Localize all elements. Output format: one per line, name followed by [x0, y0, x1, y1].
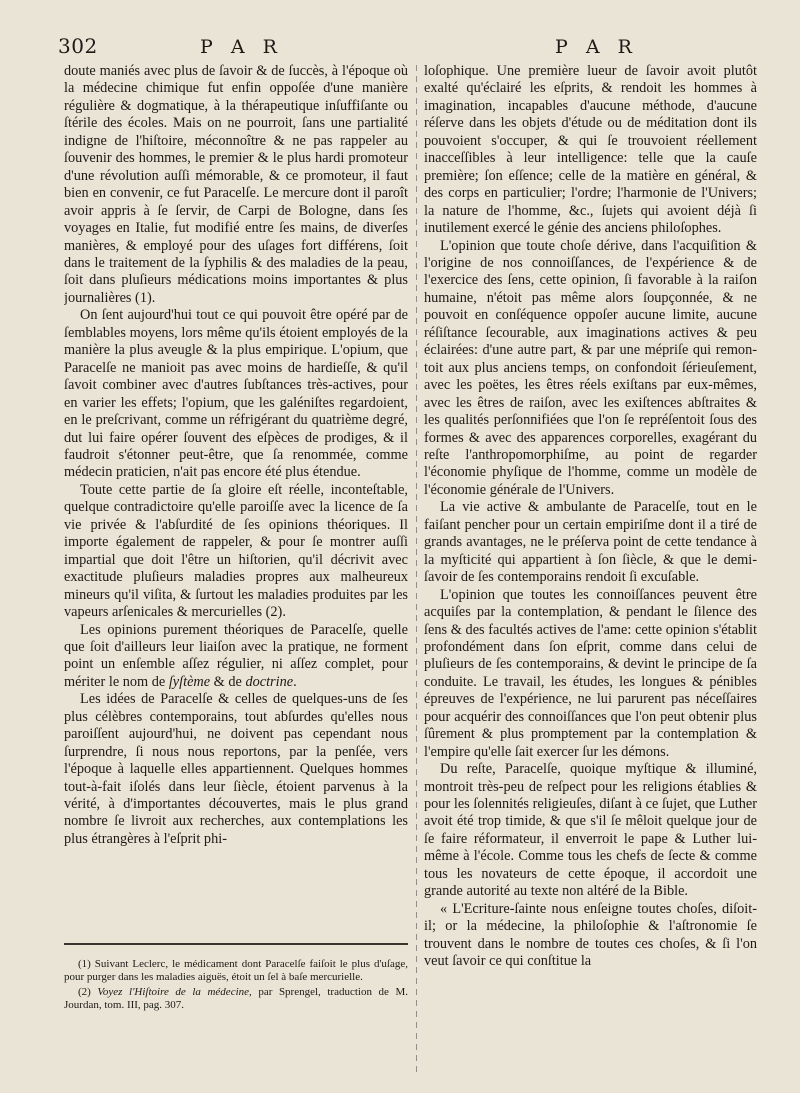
- paragraph: Les idées de Paracelſe & celles de quelques-uns de ſes plus célèbres contemporains, tout abſurdes qu'elles nous paroiſſent aujourd'hui, ne doivent pas cependant nous ſurprendre, ſi nous nous reportons, par la penſée, vers l'époque à laquelle elles appartiennent. Quelques hommes tout-à-fait iſolés dans leur ſiècle, étoient parvenus à la vérité, à d'importantes découvertes, mais le plus grand nombre ſe livroit aux recherches, aux contemplations les plus étrangères à l'eſprit phi-: [64, 691, 408, 847]
- footnotes: [64, 958, 408, 1012]
- paragraph: doute maniés avec plus de ſavoir & de ſuccès, à l'époque où la médecine chimique fut enfin oppoſée d'une manière régulière & dogmatique, à la thérapeutique inſuffiſante ou ſtérile des écoles. Mais on ne pourroit, ſans une partialité indigne de l'hiſtoire, méconnoître & ne pas rappeler au ſouvenir des hommes, le premier & le plus hardi promoteur d'une révolution auſſi mémorable, & ce promoteur, il faut bien en convenir, ce fut Paracelſe. Le mercure dont il paroît avoir appris à ſe ſervir, de Carpi de Bologne, dans ſes voyages en Italie, fut modifié entre ſes mains, de diverſes manières, & employé pour des uſages fort différens, ſoit dans le traitement de la ſyphilis & des maladies de la peau, ſoit dans pluſieurs médications moins importantes & plus journalières (1).: [64, 63, 408, 306]
- paragraph-text: & de: [210, 673, 246, 690]
- footnote-marker: (2): [78, 986, 98, 998]
- footnote-italic: Voyez l'Hiſtoire de la médecine,: [97, 986, 252, 998]
- paragraph: Toute cette partie de ſa gloire eſt réelle, inconteſtable, quelque contradictoire qu'elle paroiſſe avec la licence de ſa vie privée & l'abſurdité de ſes opinions théoriques. Il importe également de rappeler, & pour ſe montrer auſſi impartial que doit l'être un hiſtorien, qu'il décrivit avec exactitude pluſieurs maladies propres aux malheureux mineurs qu'il viſita, & ſurtout les maladies produites par les vapeurs arſenicales & mercurielles (2).: [64, 481, 408, 621]
- paragraph-text: .: [293, 673, 297, 690]
- paragraph: L'opinion que toutes les connoiſſances peuvent être acquiſes par la contemplation, & pendant le ſilence des ſens & des facultés actives de l'ame: cette opinion s'établit profondément dans ſon eſprit, comme dans celui de pluſieurs de ſes contemporains, & devint le principe de ſa conduite. Le travail, les études, les longues & pénibles épreuves de l'expérience, ne lui parurent pas néceſſaires pour acquérir des connoiſſances que l'on peut obtenir plus ſûrement & plus promptement par la contemplation & l'empire qu'elle ſait exercer ſur les démons.: [424, 586, 757, 760]
- footnote-rule: [64, 943, 408, 945]
- italic-term: doctrine: [245, 673, 294, 690]
- italic-term: ſyſtème: [168, 673, 211, 690]
- paragraph: « L'Ecriture-ſainte nous enſeigne toutes choſes, diſoit-il; or la médecine, la philoſophie & l'aſtronomie ſe trouvent dans le nombre de toutes ces choſes, & ſi l'on veut ſavoir ce qui conſtitue la: [424, 900, 757, 970]
- page-number: 302: [58, 34, 98, 58]
- paragraph: On ſent aujourd'hui tout ce qui pouvoit être opéré par de ſemblables moyens, lors même qu'ils étoient employés de la manière la plus aveugle & la plus empirique. L'opium, que Paracelſe ne manioit pas avec moins de hardieſſe, & qu'il ſavoit combiner avec d'autres ſubſtances très-actives, pour en varier les effets; l'opium, que les galéniſtes regardoient, en le preſcrivant, comme un réfrigérant du quatrième degré, dut lui faire opérer ſouvent des eſpèces de prodiges, & il faudroit s'étonner peut-être, que ſa renommée, comme médecin praticien, n'ait pas encore été plus étendue.: [64, 307, 408, 481]
- footnote: (1) Suivant Leclerc, le médicament dont Paracelſe faiſoit le plus d'uſage, pour purger dans les maladies aiguës, étoit un ſel à baſe mercurielle.: [64, 958, 408, 983]
- left-column: [64, 63, 408, 943]
- running-head-right: P A R: [555, 36, 638, 58]
- paragraph: [64, 622, 408, 692]
- running-head-left: P A R: [200, 36, 283, 58]
- paragraph: La vie active & ambulante de Paracelſe, tout en le faiſant pencher pour un certain empiriſme dont il a tiré de grands avantages, ne le préſerva point de cette tendance à la myſticité qui appartient à ſon ſiècle, & que le demi-ſavoir de ſes contemporains rendoit ſi excuſable.: [424, 499, 757, 586]
- paragraph: Du reſte, Paracelſe, quoique myſtique & illuminé, montroit très-peu de reſpect pour les religions établies & pour les ſolennités religieuſes, diſant à ce ſujet, que Luther avoit été trop timide, & que s'il ſe mêloit quelque jour de ſe faire réformateur, il enverroit le pape & Luther lui-même à l'école. Comme tous les chefs de ſecte & comme tous les novateurs de cette époque, il accordoit une grande autorité au texte non altéré de la Bible.: [424, 761, 757, 900]
- column-divider: [416, 65, 417, 1077]
- paragraph-text: Les opinions purement théoriques de Paracelſe, quelle que ſoit d'ailleurs leur liaiſon avec la pratique, ne forment point un enſemble aſſez régulier, ni aſſez complet, pour mériter le nom de: [64, 621, 408, 690]
- paragraph: loſophique. Une première lueur de ſavoir avoit plutôt exalté qu'éclairé les eſprits, & rendoit les hommes à imagination, incapables d'aucune méthode, d'aucune réſerve dans les objets d'étude ou de méditation dont ils pouvoient s'occuper, & qui ſe trouvoient réellement inacceſſibles à leur intelligence: telle que la cauſe première; ſon eſſence; celle de la matière en général, & des corps en particulier; l'ordre; l'harmonie de l'Univers; la nature de l'homme, &c., ſujets qui avoient déjà ſi inutilement exercé le génie des anciens philoſophes.: [424, 63, 757, 237]
- paragraph: L'opinion que toute choſe dérive, dans l'acquiſition & l'origine de nos connoiſſances, de l'expérience & de l'exercice des ſens, cette opinion, ſi favorable à la raiſon humaine, n'étoit pas même alors ſoupçonnée, & ne pouvoit en conſéquence oppoſer aucune limite, aucune réſiſtance ſecourable, aux imaginations actives & peu éclairées: d'une autre part, & par une mépriſe qui remontoit aux plus anciens temps, on confondoit ſérieuſement, avec les poëtes, les êtres réels exiſtans par eux-mêmes, avec les êtres de raiſon, avec les exiſtences abſtraites & les qualités perſonnifiées que l'on ſe repréſentoit ſous des formes & avec des apparences corporelles, exagérant du reſte l'anthropomorphiſme, au point de regarder l'économie phyſique de l'homme, comme un modèle de l'économie générale de l'Univers.: [424, 237, 757, 498]
- footnote: [64, 986, 408, 1012]
- right-column: [424, 63, 757, 1083]
- page-header: [0, 0, 800, 62]
- footnote-text: par Sprengel, traduction de M. Jourdan, tom. III, pag. 307.: [64, 986, 409, 1011]
